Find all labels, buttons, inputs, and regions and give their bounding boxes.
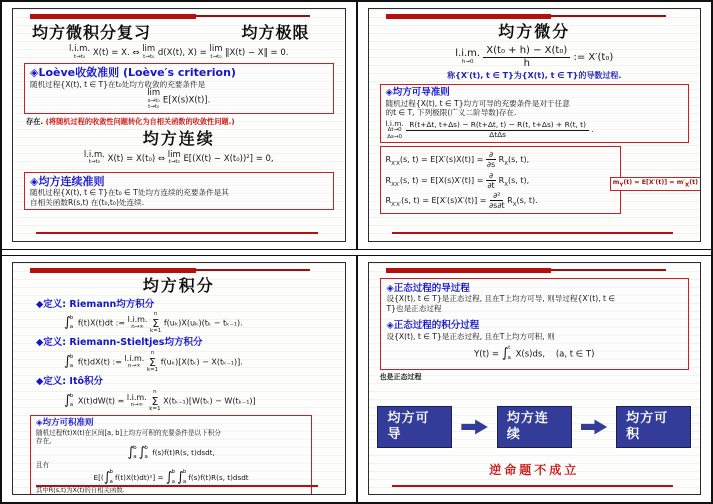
integral-sign: ∫: [64, 393, 71, 408]
flow-box-integrable: 均方可积: [616, 406, 691, 449]
riemann-stieltjes-formula: ∫ b a f(t)dX(t) := l.i.m. n→∞ n Σ k=1 f(uₖ)[X(tₖ) − X(tₖ₋₁)].: [64, 350, 243, 373]
integral-sign: ∫: [165, 469, 173, 485]
lim-operator: l.i.m. t→t₀: [83, 149, 105, 166]
riemann-stieltjes-integral-label: ◆定义: Riemann-Stieltjes均方积分: [36, 337, 203, 349]
correlation-row-2: $R_{XX'}(s$, t) = E[X(s)X′(t)] = $\frac{\partial}{\partial t}$ $R_X(s$, t),: [385, 170, 530, 190]
loeve-note-remark: (将随机过程的收敛性问题转化为自相关函数的收敛性问题.): [45, 116, 235, 126]
implication-flow: [378, 406, 692, 449]
ms-integrability-header: ◈均方可积准则: [36, 418, 94, 429]
lim-operator: lim t→t₀: [167, 149, 181, 166]
slide-bottom-rule: [36, 485, 318, 487]
mean-of-derivative-side-box: $m_Y(t) = E[X'(t)] = m'_X(t)$: [610, 177, 701, 191]
lim-operator: lim s→t₀ t→t₀: [147, 88, 161, 111]
ms-integrability-body-line1: 随机过程f(t)X(t)在区间[a, b]上均方可积的充要条件是以下积分: [36, 428, 221, 437]
slide1-title-left: 均方微积分复习: [32, 23, 152, 42]
integral-sign: ∫: [138, 445, 146, 461]
slide3-title: 均方积分: [142, 275, 215, 295]
integral-sign: ∫: [127, 445, 135, 461]
lim-operator: l.i.m. n→∞: [124, 354, 145, 369]
difference-quotient-fraction: $\frac{\text{X(t₀ + h) − X(t₀)}}{h}$: [483, 45, 570, 69]
correlation-row-1: $R_{X'X}(s$, t) = E[X′(s)X(t)] = $\frac{\partial}{\partial s}$ $R_X(s$, t),: [385, 150, 530, 170]
slide-ms-differentiation: [368, 8, 702, 242]
slide-accent-bar: [386, 14, 688, 20]
loeve-criterion-body: 随机过程{X(t), t ∈ T}在t₀处均方收敛的充要条件是: [30, 79, 206, 89]
converse-note: 逆命题不成立: [489, 463, 580, 478]
integral-limits: b a: [133, 444, 137, 461]
ms-continuity-criterion-body-line2: 自相关函数R(s,t) 在(t₀,t₀)处连续.: [30, 197, 145, 207]
lim-operator: l.i.m. n→∞: [127, 315, 148, 331]
ms-continuity-section-title: 均方连续: [142, 128, 215, 148]
integral-limits: b a: [171, 469, 176, 485]
slide2-title: 均方微分: [498, 22, 571, 41]
ms-integrability-footer: 其中R(s,t)为X(t)的自相关函数.: [36, 485, 125, 494]
loeve-criterion-box: [24, 63, 334, 114]
normal-derivative-body-line2: T}也是正态过程: [386, 303, 442, 313]
cross-correlation-formulas-box: [380, 146, 621, 214]
ms-integrability-criterion-box: [30, 415, 312, 495]
correlation-row-3: $R_{X'X'}(s$, t) = E[X′(s)X′(t)] = $\frac{\text{∂²}}{\partial s\partial t}$ $R_X(s$, t).: [385, 191, 538, 211]
integral-limits: b a: [109, 469, 113, 485]
normal-derivative-header: ◈正态过程的导过程: [386, 282, 470, 294]
quadrant-bottom-right: [357, 255, 712, 503]
normal-process-box: [380, 278, 690, 370]
ito-integral-label: ◆定义: Itô积分: [36, 376, 104, 388]
slide1-title-row: [22, 22, 336, 43]
normal-process-footer: 也是正态过程: [379, 372, 422, 381]
quadrant-top-left: [2, 2, 357, 250]
ms-continuity-criterion-box: [24, 172, 334, 211]
ms-limit-definition-formula: l.i.m. t→t₀ X(t) = X. ⇔ lim t→t₀ d(X(t), X) = lim t→t₀ ‖X(t) − X‖ = 0.: [69, 44, 289, 60]
flow-box-continuous: 均方连续: [497, 406, 572, 449]
loeve-criterion-header: ◈Loève收敛准则 (Loève′s criterion): [30, 66, 236, 79]
slide-bottom-rule: [392, 232, 674, 234]
ms-derivative-definition-formula: l.i.m. h→0 $\frac{\text{X(t₀ + h) − X(t₀)}}{h}$ := X′(t₀): [455, 45, 614, 69]
ms-differentiability-criterion-box: [380, 84, 690, 143]
derivative-process-caption: 称{X′(t), t ∈ T}为{X(t), t ∈ T}的导数过程.: [447, 71, 622, 80]
summation-sign: n Σ k=1: [146, 350, 159, 373]
slide-accent-bar: [30, 268, 332, 274]
slide-ms-review-and-limit: [12, 8, 346, 242]
riemann-integral-formula: ∫ b a f(t)X(t)dt := l.i.m. n→∞ n Σ k=1 f(uₖ)X(uₖ)(tₖ − tₖ₋₁).: [64, 311, 243, 334]
lim-operator: lim t→t₀: [209, 44, 223, 60]
double-integral-formula: ∫ b a ∫ b a f(s)f(t)R(s, t)dsdt,: [127, 444, 215, 461]
slide-normal-process-properties: [368, 262, 702, 496]
slide-ms-integration: [12, 262, 346, 496]
lim-operator: l.i.m. n→∞: [126, 392, 147, 408]
integral-limits: b a: [69, 314, 74, 331]
integral-sign: ∫: [64, 315, 71, 331]
ito-integral-formula: ∫ b a X(t)dW(t) = l.i.m. n→∞ n Σ k=1 X(tₖ₋₁)[W(tₖ) − W(tₖ₋₁)]: [64, 389, 256, 412]
integral-limits: b a: [69, 353, 74, 370]
ms-integrability-body-line2: 存在,: [36, 436, 52, 445]
summation-sign: n Σ k=1: [150, 311, 162, 334]
flow-box-differentiable: 均方可导: [377, 406, 452, 449]
integral-process-formula: Y(t) = ∫ t a X(s)ds, (a, t ∈ T): [474, 345, 595, 361]
partial-derivative-fraction: $\frac{\partial}{\partial t}$: [487, 170, 495, 190]
slide-accent-bar: [30, 14, 332, 20]
generalized-second-derivative-formula: l.i.m. Δt→0 Δs→0 $\frac{R(t+\Delta t, t+\Delta s) - R(t+\Delta t, t) - R(t, t+\Delta s) + R(t, t)}{\text{ΔtΔs}}$ .: [385, 118, 594, 140]
quadrant-top-right: [357, 2, 712, 250]
integral-limits: b a: [182, 469, 187, 485]
ms-differentiability-criterion-header: ◈均方可导准则: [385, 87, 450, 98]
lim-operator: l.i.m. Δt→0 Δs→0: [385, 118, 404, 140]
slide-bottom-rule: [392, 485, 674, 487]
arrow-right-icon: [581, 418, 607, 435]
partial-derivative-fraction: $\frac{\partial}{\partial s}$: [486, 150, 496, 170]
integral-sign: ∫: [64, 354, 71, 370]
ms-continuity-criterion-header: ◈均方连续准则: [30, 174, 105, 188]
lim-operator: l.i.m. h→0: [455, 47, 481, 65]
loeve-note: 存在. (将随机过程的收敛性问题转化为自相关函数的收敛性问题.): [26, 116, 235, 126]
partial-derivative-fraction: $\frac{\text{∂²}}{\partial s\partial t}$: [489, 191, 505, 211]
quadrant-bottom-left: [2, 255, 357, 503]
ms-continuity-formula: l.i.m. t→t₀ X(t) = X(t₀) ⇔ lim t→t₀ E[(X(t) − X(t₀))²] = 0,: [83, 149, 274, 166]
integral-sign: ∫: [177, 469, 184, 485]
integral-limits: t a: [507, 345, 511, 361]
loeve-criterion-formula: lim s→t₀ t→t₀ E[X(s)X(t)].: [147, 88, 211, 111]
integral-sign: ∫: [501, 345, 509, 361]
lim-operator: lim t→t₀: [142, 44, 156, 60]
integral-limits: b a: [144, 444, 148, 461]
lim-operator: l.i.m. t→t₀: [69, 44, 91, 60]
second-difference-fraction: $\frac{R(t+\Delta t, t+\Delta s) - R(t+\Delta t, t) - R(t, t+\Delta s) + R(t, t)}{\text{ΔtΔs}}$: [406, 121, 589, 139]
normal-derivative-body-line1: 设{X(t), t ∈ T}是正态过程, 且在T上均方可导, 则导过程{X′(t), t ∈: [386, 294, 616, 304]
slide-accent-bar: [386, 268, 688, 274]
ms-integrability-mid-text: 且有: [36, 461, 50, 470]
integral-sign: ∫: [103, 469, 111, 485]
slide-bottom-rule: [36, 232, 318, 234]
ms-continuity-criterion-body-line1: 随机过程{X(t), t ∈ T}在t₀ ∈ T处均方连续的充要条件是其: [30, 188, 229, 198]
ms-differentiability-body-line2: 的t ∈ T, 下列极限(广义二阶导数)存在.: [385, 108, 517, 118]
integral-limits: b a: [69, 392, 74, 409]
slide1-title-right: 均方极限: [241, 23, 310, 42]
normal-integral-body: 设{X(t), t ∈ T}是正态过程, 且在T上均方可积, 则: [386, 332, 555, 342]
expectation-identity-formula: E[(∫ b a f(t)X(t)dt)²] = ∫ b a ∫ b a f(s)f(t)R(s, t)dsdt: [93, 469, 249, 485]
ms-differentiability-body-line1: 随机过程{X(t), t ∈ T}均方可导的充要条件是对于任意: [385, 98, 570, 108]
arrow-right-icon: [461, 418, 487, 435]
normal-integral-header: ◈正态过程的积分过程: [386, 320, 480, 332]
riemann-integral-label: ◆定义: Riemann均方积分: [36, 298, 155, 310]
summation-sign: n Σ k=1: [149, 389, 161, 412]
